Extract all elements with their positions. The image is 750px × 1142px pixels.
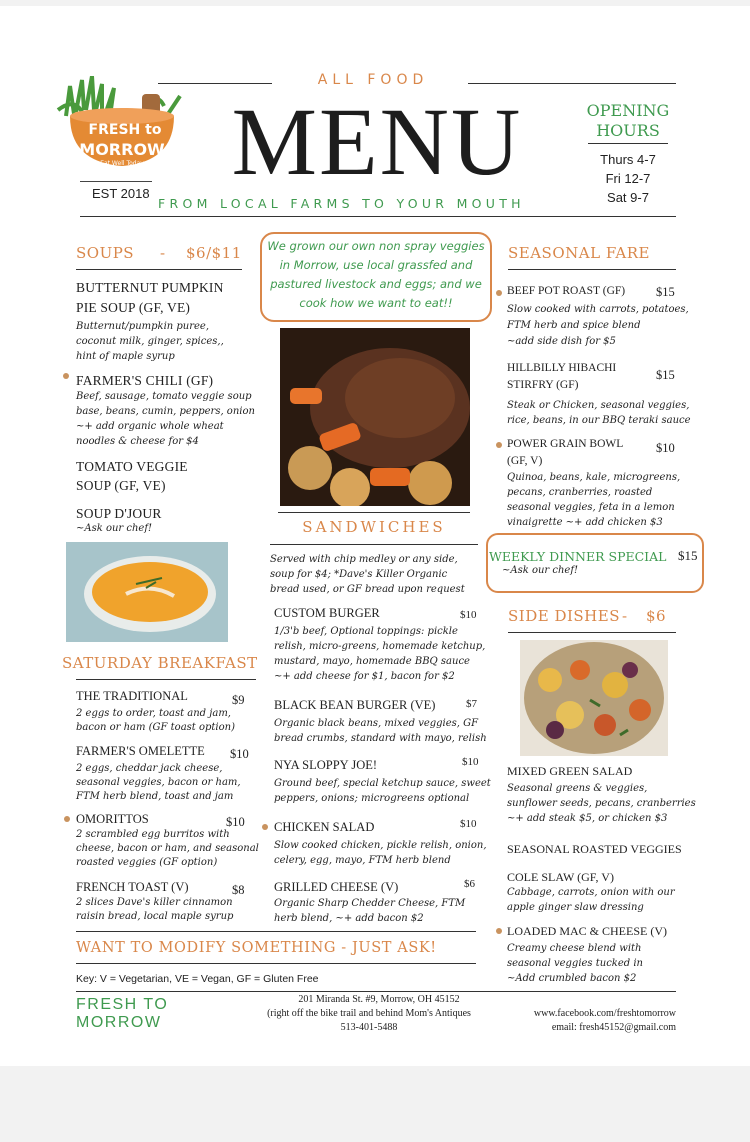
seasonal-1-dot (496, 290, 502, 296)
soup-4-desc: ~Ask our chef! (76, 523, 153, 534)
breakfast-3-dot (64, 816, 70, 822)
seasonal-2-desc-1: Steak or Chicken, seasonal veggies, (507, 400, 690, 411)
menu-title: MENU (231, 88, 523, 195)
hours-title-2: HOURS (596, 121, 660, 140)
side-2-name: SEASONAL ROASTED VEGGIES (507, 842, 682, 856)
seasonal-line (508, 269, 676, 270)
breakfast-1-desc-2: bacon or ham (GF toast option) (76, 722, 235, 733)
breakfast-3-desc-3: roasted veggies (GF option) (76, 857, 218, 868)
sandwich-1-desc-2: relish, micro-greens, homemade ketchup, (274, 641, 486, 652)
sides-title: SIDE DISHES (508, 607, 620, 625)
sides-price: $6 (646, 607, 667, 625)
seasonal-title: SEASONAL FARE (508, 244, 650, 262)
soup-1-desc-3: hint of maple syrup (76, 351, 175, 362)
soup-bowl-graphic (66, 542, 228, 642)
sandwich-1-price: $10 (460, 609, 477, 621)
footer-brand-2: MORROW (76, 1014, 162, 1031)
breakfast-1-price: $9 (232, 693, 245, 707)
sandwich-1-desc-3: mustard, mayo, homemade BBQ sauce (274, 656, 470, 667)
weekly-special-title: WEEKLY DINNER SPECIAL (489, 549, 667, 564)
breakfast-3-desc-1: 2 scrambled egg burritos with (76, 829, 230, 840)
soup-2-desc-1: Beef, sausage, tomato veggie soup (76, 391, 252, 402)
seasonal-3-name-b: (GF, V) (507, 455, 543, 467)
soups-dash: - (160, 244, 166, 262)
breakfast-4-name: FRENCH TOAST (V) (76, 880, 189, 894)
weekly-special-desc: ~Ask our chef! (502, 565, 579, 576)
sandwich-4-dot (262, 824, 268, 830)
footer-line (76, 991, 676, 992)
breakfast-1-name: THE TRADITIONAL (76, 689, 188, 703)
menu-page (0, 6, 750, 1066)
side-1-name: MIXED GREEN SALAD (507, 764, 633, 778)
breakfast-2-price: $10 (230, 747, 249, 761)
soup-1-name-b: PIE SOUP (GF, VE) (76, 300, 191, 315)
est-line (80, 181, 152, 182)
footer-facebook[interactable]: www.facebook.com/freshtomorrow (533, 1008, 676, 1019)
side-4-dot (496, 928, 502, 934)
seasonal-3-desc-2: pecans, cranberries, roasted (507, 487, 653, 498)
breakfast-4-desc-1: 2 slices Dave's killer cinnamon (76, 897, 233, 908)
sandwich-2-price: $7 (466, 698, 477, 710)
sandwich-1-desc-1: 1/3'b beef, Optional toppings: pickle (274, 626, 458, 637)
sandwich-4-name: CHICKEN SALAD (274, 820, 375, 834)
header-line-left (158, 83, 272, 84)
modify-banner: WANT TO MODIFY SOMETHING - JUST ASK! (76, 940, 437, 956)
side-4-desc-2: seasonal veggies tucked in (507, 958, 643, 969)
sandwich-5-desc-2: herb blend, ~+ add bacon $2 (274, 913, 424, 924)
sides-dash: - (622, 607, 628, 625)
sandwich-1-desc-4: ~+ add cheese for $1, bacon for $2 (274, 671, 455, 682)
pot-roast-graphic (280, 328, 470, 506)
seasonal-1-desc-1: Slow cooked with carrots, potatoes, (507, 304, 689, 315)
side-4-desc-3: ~Add crumbled bacon $2 (507, 973, 637, 984)
logo-text-1: FRESH to (88, 122, 162, 138)
sandwich-1-name: CUSTOM BURGER (274, 606, 380, 620)
sandwiches-title: SANDWICHES (302, 518, 446, 536)
side-1-desc-2: sunflower seeds, pecans, cranberries (507, 798, 696, 809)
breakfast-2-desc-2: seasonal veggies, bacon or ham, (76, 777, 241, 788)
weekly-special-price: $15 (678, 548, 698, 563)
hours-line (588, 143, 668, 144)
side-3-desc-1: Cabbage, carrots, onion with our (507, 887, 675, 898)
key-text: Key: V = Vegetarian, VE = Vegan, GF = Gluten Free (76, 973, 319, 985)
sandwich-2-name: BLACK BEAN BURGER (VE) (274, 698, 436, 712)
breakfast-3-price: $10 (226, 815, 245, 829)
seasonal-2-name-a: HILLBILLY HIBACHI (507, 362, 617, 374)
logo (56, 76, 186, 186)
hours-sat: Sat 9-7 (607, 190, 649, 205)
header-line-right (468, 83, 676, 84)
sandwich-4-desc-1: Slow cooked chicken, pickle relish, onion, (274, 840, 487, 851)
seasonal-3-price: $10 (656, 441, 675, 455)
soup-3-name-b: SOUP (GF, VE) (76, 478, 166, 493)
sandwiches-intro-3: bread used, or GF bread upon request (270, 584, 465, 595)
soup-2-name: FARMER'S CHILI (GF) (76, 373, 214, 388)
soups-line (76, 269, 242, 270)
hours-fri: Fri 12-7 (605, 171, 651, 186)
side-3-name: COLE SLAW (GF, V) (507, 870, 614, 884)
soups-price: $6/$11 (186, 244, 242, 262)
soup-1-desc-2: coconut milk, ginger, spices,, (76, 336, 224, 347)
seasonal-3-desc-4: vinaigrette ~+ add chicken $3 (507, 517, 663, 528)
sandwich-2-desc-1: Organic black beans, mixed veggies, GF (274, 718, 479, 729)
footer-address-1: 201 Miranda St. #9, Morrow, OH 45152 (298, 994, 460, 1005)
breakfast-1-desc-1: 2 eggs to order, toast and jam, (76, 708, 231, 719)
sandwiches-intro-2: soup for $4; *Dave's Killer Organic (270, 569, 448, 580)
soup-2-desc-4: noodles & cheese for $4 (76, 436, 199, 447)
logo-text-2: MORROW (79, 140, 165, 159)
seasonal-3-dot (496, 442, 502, 448)
footer-phone: 513-401-5488 (340, 1022, 398, 1033)
modify-line-top (76, 931, 476, 932)
seasonal-2-name-b: STIRFRY (GF) (507, 379, 579, 391)
seasonal-3-desc-1: Quinoa, beans, kale, microgreens, (507, 472, 681, 483)
seasonal-2-price: $15 (656, 368, 675, 382)
side-1-desc-1: Seasonal greens & veggies, (507, 783, 648, 794)
breakfast-3-desc-2: cheese, bacon or ham, and seasonal (76, 843, 259, 854)
hours-title-1: OPENING (586, 101, 670, 120)
seasonal-1-desc-3: ~add side dish for $5 (507, 336, 616, 347)
roasted-veggies-graphic (520, 640, 668, 756)
sandwich-3-name: NYA SLOPPY JOE! (274, 758, 378, 772)
hours-thurs: Thurs 4-7 (600, 152, 656, 167)
seasonal-1-price: $15 (656, 285, 675, 299)
sandwich-5-name: GRILLED CHEESE (V) (274, 880, 399, 894)
tagline: FROM LOCAL FARMS TO YOUR MOUTH (158, 196, 525, 211)
logo-text-3: Eat Well Today (100, 160, 144, 167)
seasonal-1-desc-2: FTM herb and spice blend (507, 320, 641, 331)
sandwiches-line-top (278, 512, 470, 513)
sandwich-5-desc-1: Organic Sharp Chedder Cheese, FTM (274, 898, 466, 909)
soup-1-desc-1: Butternut/pumpkin puree, (76, 321, 210, 332)
sandwich-5-price: $6 (464, 878, 475, 890)
seasonal-2-desc-2: rice, beans, in our BBQ teraki sauce (507, 415, 691, 426)
breakfast-2-name: FARMER'S OMELETTE (76, 744, 205, 758)
seasonal-3-name-a: POWER GRAIN BOWL (507, 438, 624, 450)
side-4-desc-1: Creamy cheese blend with (507, 943, 642, 954)
sides-line (508, 632, 676, 633)
soup-4-name: SOUP D'JOUR (76, 506, 162, 521)
breakfast-2-desc-3: FTM herb blend, toast and jam (76, 791, 234, 802)
sandwich-3-price: $10 (462, 756, 479, 768)
all-food-label: ALL FOOD (317, 72, 429, 88)
breakfast-4-desc-2: raisin bread, local maple syrup (76, 911, 234, 922)
breakfast-2-desc-1: 2 eggs, cheddar jack cheese, (76, 763, 223, 774)
pot-roast-image (280, 328, 470, 506)
soup-2-dot (63, 373, 69, 379)
modify-line-bottom (76, 963, 476, 964)
header-bottom-line (80, 216, 676, 217)
side-4-name: LOADED MAC & CHEESE (V) (507, 924, 667, 938)
breakfast-4-price: $8 (232, 883, 245, 897)
breakfast-line (76, 679, 256, 680)
seasonal-1-name: BEEF POT ROAST (GF) (507, 285, 626, 297)
soups-title: SOUPS (76, 244, 135, 262)
sandwich-4-desc-2: celery, egg, mayo, FTM herb blend (274, 855, 451, 866)
soup-2-desc-2: base, beans, cumin, peppers, onion (76, 406, 255, 417)
footer-brand-1: FRESH TO (76, 996, 169, 1013)
sandwiches-line (270, 544, 478, 545)
seasonal-3-desc-3: seasonal veggies, feta in a lemon (507, 502, 675, 513)
breakfast-3-name: OMORITTOS (76, 812, 149, 826)
breakfast-title: SATURDAY BREAKFAST (62, 654, 258, 672)
footer-email[interactable]: email: fresh45152@gmail.com (551, 1022, 676, 1033)
roasted-veggies-image (520, 640, 668, 756)
est-label: EST 2018 (92, 186, 150, 201)
sandwich-3-desc-2: peppers, onions; microgreens optional (274, 793, 470, 804)
footer-address-2: (right off the bike trail and behind Mom's Antiques (267, 1008, 471, 1019)
sandwich-2-desc-2: bread crumbs, standard with mayo, relish (274, 733, 487, 744)
soup-3-name-a: TOMATO VEGGIE (76, 459, 188, 474)
intro-text: We grown our own non spray veggies in Morrow, use local grassfed and pastured livestock and eggs; and we cook how we want to eat!! (267, 239, 485, 310)
sandwiches-intro-1: Served with chip medley or any side, (270, 554, 458, 565)
sandwich-3-desc-1: Ground beef, special ketchup sauce, sweet (274, 778, 491, 789)
soup-1-name-a: BUTTERNUT PUMPKIN (76, 280, 224, 295)
soup-image (66, 542, 228, 642)
soup-2-desc-3: ~+ add organic whole wheat (76, 421, 224, 432)
side-1-desc-3: ~+ add steak $5, or chicken $3 (507, 813, 668, 824)
sandwich-4-price: $10 (460, 818, 477, 830)
side-3-desc-2: apple ginger slaw dressing (507, 902, 644, 913)
